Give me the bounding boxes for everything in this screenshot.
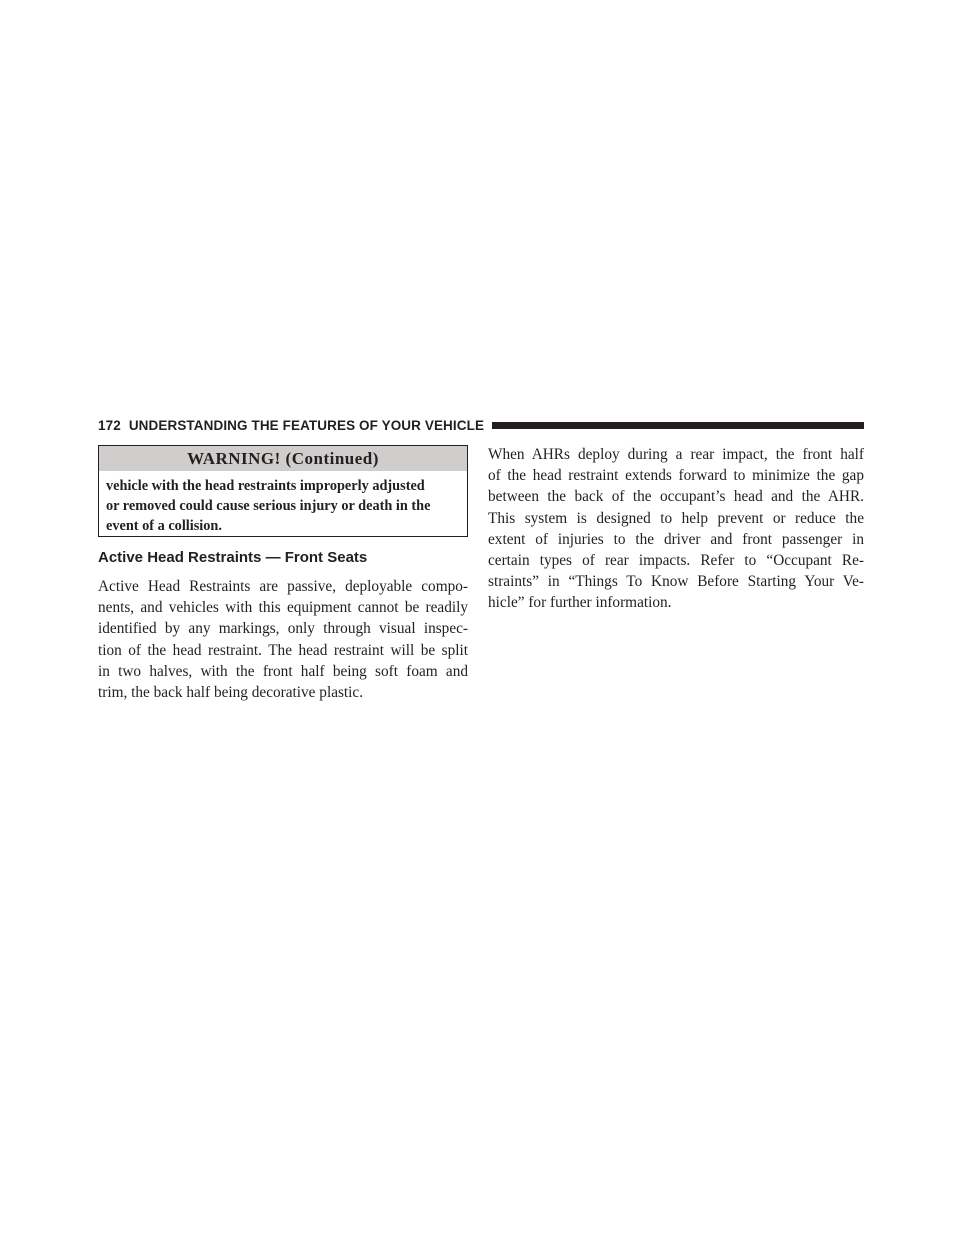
warning-line: vehicle with the head restraints improperly adjusted xyxy=(106,478,425,494)
paragraph-line: identified by any markings, only through visual inspec- xyxy=(98,620,468,638)
warning-line: event of a collision. xyxy=(106,518,222,534)
paragraph-line: trim, the back half being decorative plastic. xyxy=(98,684,364,702)
paragraph-line: tion of the head restraint. The head restraint will be split xyxy=(98,641,468,659)
paragraph-line: between the back of the occupant’s head and the AHR. xyxy=(488,488,864,506)
paragraph-line: straints” in “Things To Know Before Starting Your Ve- xyxy=(488,573,864,591)
warning-line: or removed could cause serious injury or death in the xyxy=(106,498,431,514)
header-rule xyxy=(492,422,864,429)
section-heading: Active Head Restraints — Front Seats xyxy=(98,549,368,566)
page-number: 172 xyxy=(98,417,121,433)
running-section-title: UNDERSTANDING THE FEATURES OF YOUR VEHICLE xyxy=(128,417,485,433)
paragraph-line: When AHRs deploy during a rear impact, the front half xyxy=(488,446,864,463)
warning-body xyxy=(99,471,467,536)
paragraph-line: hicle” for further information. xyxy=(488,594,672,612)
warning-box xyxy=(98,445,468,537)
paragraph-line: extent of injuries to the driver and front passenger in xyxy=(488,530,864,548)
paragraph-line: in two halves, with the front half being soft foam and xyxy=(98,662,468,680)
right-paragraph xyxy=(488,444,864,614)
paragraph-line: This system is designed to help prevent or reduce the xyxy=(488,509,864,527)
warning-title: WARNING! (Continued) xyxy=(99,446,467,471)
paragraph-line: Active Head Restraints are passive, deployable compo- xyxy=(98,578,468,595)
paragraph-line: of the head restraint extends forward to minimize the gap xyxy=(488,467,864,485)
paragraph-line: nents, and vehicles with this equipment cannot be readily xyxy=(98,599,468,617)
left-paragraph xyxy=(98,576,468,703)
paragraph-line: certain types of rear impacts. Refer to “Occupant Re- xyxy=(488,552,864,570)
page-header xyxy=(98,416,864,434)
